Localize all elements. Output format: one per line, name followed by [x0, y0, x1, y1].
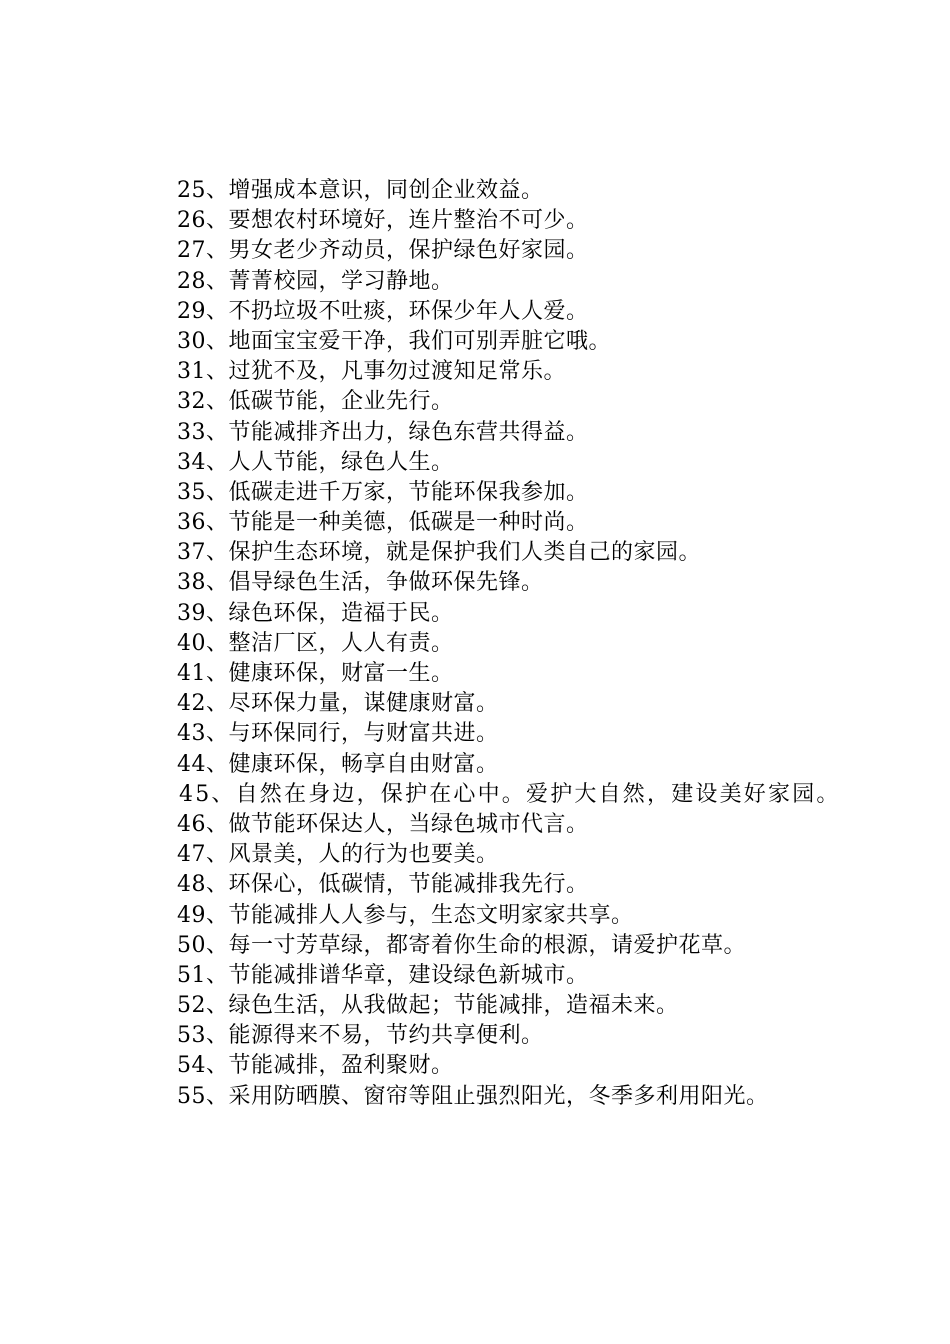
list-item: 50、每一寸芳草绿，都寄着你生命的根源，请爱护花草。 — [177, 932, 746, 958]
list-item: 39、绿色环保，造福于民。 — [177, 600, 454, 626]
list-item: 25、增强成本意识，同创企业效益。 — [177, 178, 544, 203]
list-item: 33、节能减排齐出力，绿色东营共得益。 — [177, 419, 589, 445]
list-item: 40、整洁厂区，人人有责。 — [177, 630, 454, 656]
list-item: 42、尽环保力量，谋健康财富。 — [177, 691, 499, 717]
list-item: 43、与环保同行，与财富共进。 — [177, 721, 499, 747]
list-item: 51、节能减排谱华章，建设绿色新城市。 — [177, 962, 589, 988]
list-item: 45、自然在身边，保护在心中。爱护大自然，建设美好家园。 — [179, 781, 841, 807]
list-item: 28、菁菁校园，学习静地。 — [177, 268, 454, 294]
list-item: 44、健康环保，畅享自由财富。 — [177, 751, 499, 777]
list-item: 34、人人节能，绿色人生。 — [177, 449, 454, 475]
list-item: 35、低碳走进千万家，节能环保我参加。 — [177, 479, 589, 505]
list-item: 48、环保心，低碳情，节能减排我先行。 — [177, 872, 589, 898]
list-item: 49、节能减排人人参与，生态文明家家共享。 — [177, 902, 634, 928]
list-item: 27、男女老少齐动员，保护绿色好家园。 — [177, 238, 589, 264]
list-item: 29、不扔垃圾不吐痰，环保少年人人爱。 — [177, 298, 589, 324]
list-item: 31、过犹不及，凡事勿过渡知足常乐。 — [177, 359, 566, 385]
list-item: 54、节能减排，盈利聚财。 — [177, 1053, 454, 1079]
list-item: 41、健康环保，财富一生。 — [177, 661, 454, 686]
list-item: 26、要想农村环境好，连片整治不可少。 — [177, 208, 589, 234]
list-item: 38、倡导绿色生活，争做环保先锋。 — [177, 570, 544, 596]
list-item: 32、低碳节能，企业先行。 — [177, 389, 454, 415]
slogan-list — [130, 176, 850, 1112]
list-item: 36、节能是一种美德，低碳是一种时尚。 — [177, 510, 589, 536]
list-item: 37、保护生态环境，就是保护我们人类自己的家园。 — [177, 540, 701, 566]
list-item: 52、绿色生活，从我做起；节能减排，造福未来。 — [177, 993, 679, 1019]
list-item: 30、地面宝宝爱干净，我们可别弄脏它哦。 — [177, 328, 611, 354]
list-item: 53、能源得来不易，节约共享便利。 — [177, 1023, 544, 1049]
list-item: 46、做节能环保达人，当绿色城市代言。 — [177, 811, 589, 837]
list-item: 47、风景美，人的行为也要美。 — [177, 842, 499, 868]
list-item: 55、采用防晒膜、窗帘等阻止强烈阳光，冬季多利用阳光。 — [177, 1083, 769, 1109]
